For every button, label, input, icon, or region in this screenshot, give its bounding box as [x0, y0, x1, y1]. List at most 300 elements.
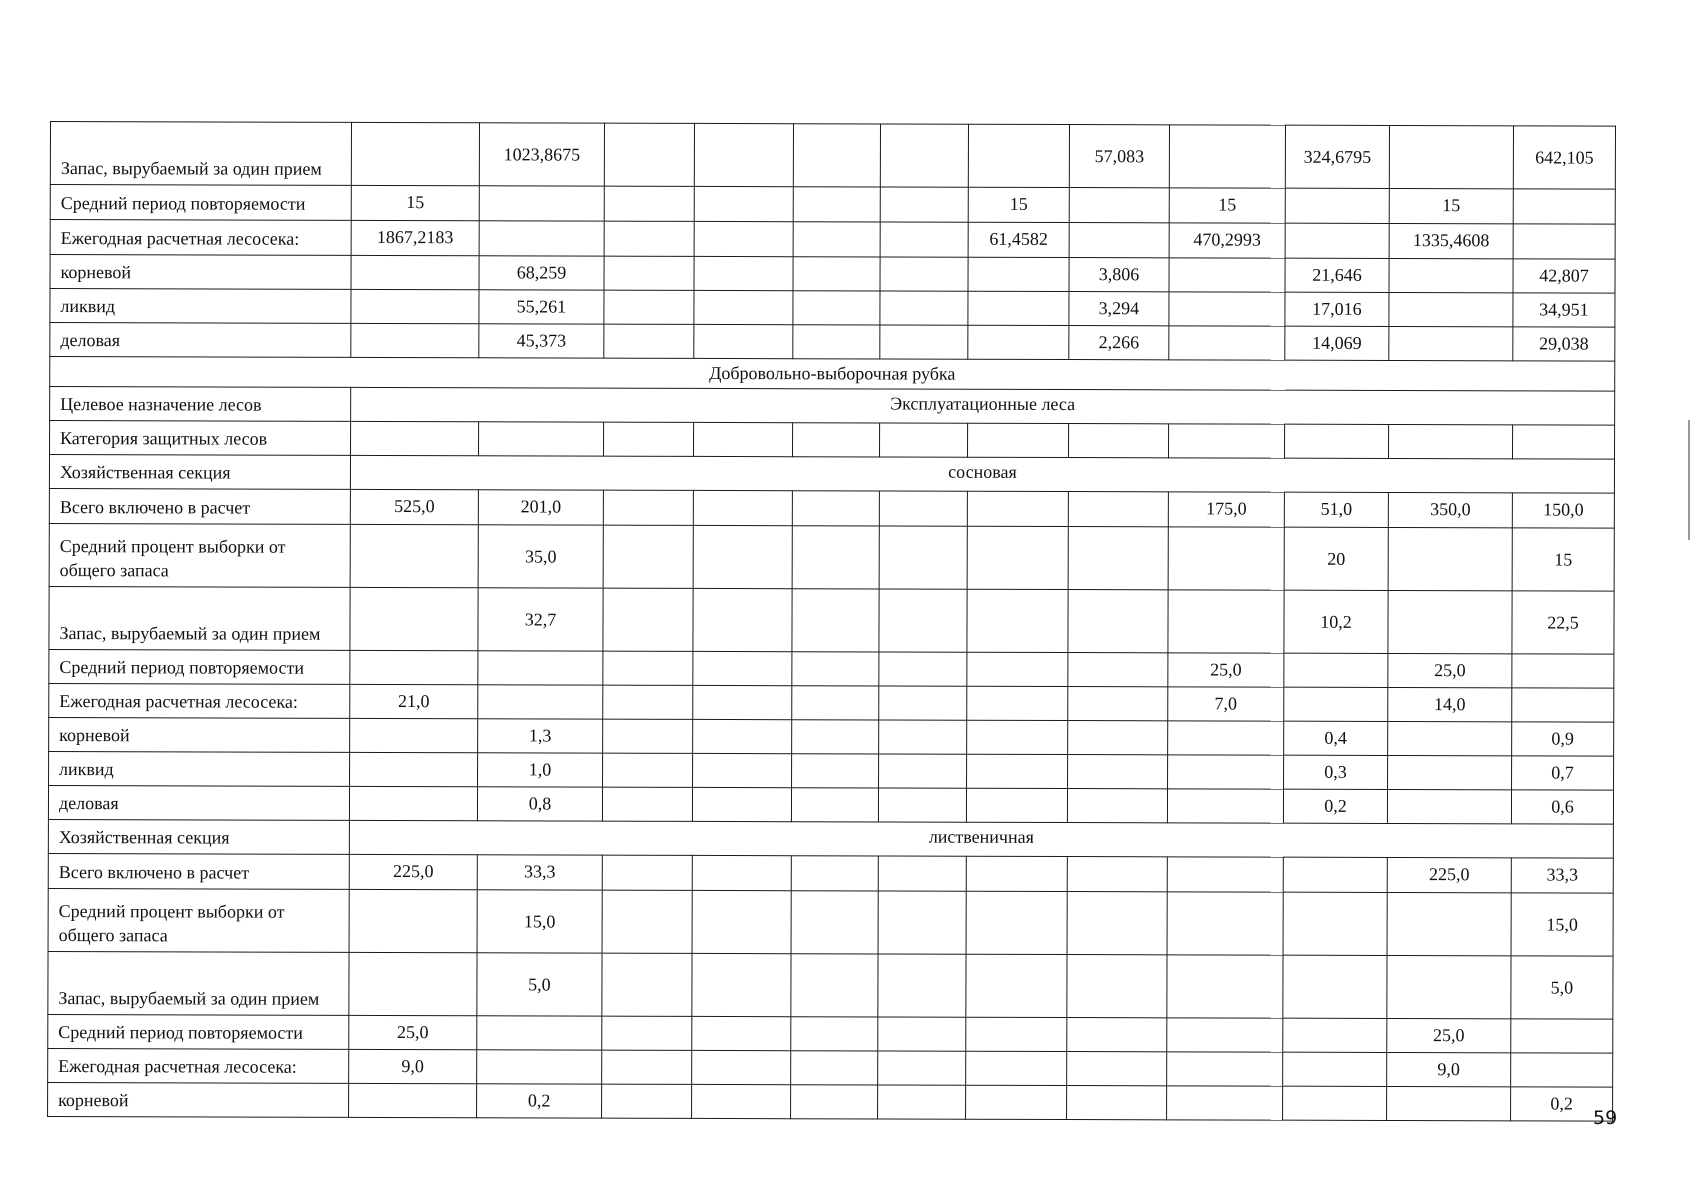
- value-cell: [879, 652, 967, 686]
- value-cell: 0,6: [1511, 790, 1613, 824]
- value-cell: 32,7: [478, 588, 603, 651]
- value-cell: [603, 685, 693, 719]
- value-cell: [793, 423, 880, 457]
- value-cell: [793, 187, 880, 222]
- value-cell: [1283, 857, 1387, 892]
- value-cell: [603, 525, 693, 588]
- value-cell: [1389, 258, 1513, 292]
- value-cell: [1169, 326, 1285, 360]
- scan-edge-mark: [1688, 420, 1690, 540]
- value-cell: [350, 587, 478, 650]
- value-cell: [602, 890, 692, 953]
- value-cell: [793, 257, 880, 291]
- value-cell: [1388, 721, 1512, 755]
- row-label: Запас, вырубаемый за один прием: [50, 122, 351, 186]
- value-cell: [791, 788, 878, 822]
- value-cell: [1283, 1018, 1387, 1052]
- value-cell: 25,0: [1168, 653, 1284, 687]
- value-cell: [349, 1083, 477, 1117]
- value-cell: [1388, 755, 1512, 789]
- value-cell: 15: [1389, 188, 1513, 223]
- value-cell: [604, 123, 694, 186]
- span-value: лиственичная: [349, 820, 1613, 858]
- value-cell: [793, 325, 880, 359]
- value-cell: [792, 754, 879, 788]
- value-cell: 10,2: [1284, 590, 1388, 653]
- value-cell: [1283, 892, 1387, 955]
- table-row: [49, 523, 1614, 591]
- value-cell: [1167, 1018, 1283, 1052]
- value-cell: [792, 652, 879, 686]
- value-cell: [351, 255, 479, 289]
- category-row: [50, 421, 1615, 460]
- value-cell: [1069, 188, 1169, 223]
- value-cell: [1167, 892, 1283, 955]
- value-cell: 14,069: [1285, 326, 1389, 360]
- value-cell: 0,2: [1283, 789, 1387, 823]
- value-cell: [603, 490, 693, 525]
- value-cell: 0,2: [1511, 1087, 1613, 1121]
- value-cell: [694, 324, 793, 358]
- value-cell: [602, 787, 692, 821]
- value-cell: [967, 652, 1068, 686]
- value-cell: 68,259: [479, 256, 604, 290]
- value-cell: [1068, 590, 1168, 653]
- value-cell: [1069, 223, 1169, 258]
- value-cell: [880, 325, 968, 359]
- value-cell: [1168, 527, 1284, 590]
- value-cell: [791, 891, 878, 954]
- value-cell: [968, 325, 1069, 359]
- value-cell: 5,0: [1511, 956, 1613, 1019]
- value-cell: [479, 186, 604, 221]
- value-cell: [351, 289, 479, 323]
- page-number: 59: [1593, 1107, 1618, 1129]
- section-header-row: [48, 819, 1613, 858]
- value-cell: 350,0: [1388, 492, 1512, 527]
- row-label: деловая: [48, 785, 349, 820]
- value-cell: 25,0: [1387, 1018, 1511, 1052]
- value-cell: [879, 754, 967, 788]
- value-cell: [692, 1084, 791, 1118]
- value-cell: [1285, 188, 1389, 223]
- value-cell: [479, 422, 604, 456]
- value-cell: [878, 1051, 966, 1085]
- row-label: деловая: [50, 323, 351, 358]
- table-row: [48, 1014, 1613, 1053]
- value-cell: [477, 1016, 602, 1050]
- table-row: [48, 888, 1613, 956]
- value-cell: [692, 1050, 791, 1084]
- value-cell: [1285, 424, 1389, 458]
- value-cell: [351, 421, 479, 455]
- value-cell: 55,261: [479, 290, 604, 324]
- value-cell: 3,806: [1069, 258, 1169, 292]
- value-cell: [693, 490, 792, 525]
- value-cell: [692, 1016, 791, 1050]
- value-cell: 1023,8675: [479, 123, 604, 186]
- purpose-row: [50, 387, 1615, 426]
- value-cell: [878, 1085, 966, 1119]
- allowable-cut-table: [47, 121, 1616, 1122]
- value-cell: [1068, 721, 1168, 755]
- value-cell: [351, 122, 479, 185]
- value-cell: 201,0: [478, 490, 603, 525]
- value-cell: [1389, 125, 1513, 188]
- value-cell: [1067, 1052, 1167, 1086]
- value-cell: [603, 588, 693, 651]
- value-cell: [880, 124, 968, 187]
- value-cell: [968, 423, 1069, 457]
- value-cell: [1069, 424, 1169, 458]
- table-row: [50, 255, 1615, 294]
- value-cell: [602, 953, 692, 1016]
- value-cell: [694, 186, 793, 221]
- value-cell: 225,0: [349, 854, 477, 889]
- value-cell: 34,951: [1513, 293, 1615, 327]
- value-cell: 1,0: [478, 753, 603, 787]
- value-cell: [880, 291, 968, 325]
- value-cell: [966, 891, 1067, 954]
- table-row: [48, 1082, 1613, 1121]
- value-cell: [792, 526, 879, 589]
- value-cell: 0,9: [1512, 722, 1614, 756]
- value-cell: [879, 526, 967, 589]
- value-cell: [967, 589, 1068, 652]
- value-cell: [477, 1050, 602, 1084]
- value-cell: [602, 1050, 692, 1084]
- table-row: [49, 586, 1614, 654]
- value-cell: [1068, 527, 1168, 590]
- value-cell: 225,0: [1387, 857, 1511, 892]
- value-cell: [1168, 590, 1284, 653]
- value-cell: 0,8: [477, 787, 602, 821]
- value-cell: [693, 651, 792, 685]
- value-cell: 25,0: [1388, 653, 1512, 687]
- value-cell: 9,0: [1387, 1052, 1511, 1086]
- value-cell: [1285, 223, 1389, 258]
- row-label: корневой: [48, 1082, 349, 1117]
- value-cell: [1167, 1086, 1283, 1120]
- table-body: [48, 122, 1616, 1122]
- span-value: Эксплуатационные леса: [351, 387, 1615, 425]
- value-cell: [1067, 1086, 1167, 1120]
- row-label: Всего включено в расчет: [49, 488, 350, 524]
- value-cell: [1512, 654, 1614, 688]
- value-cell: 42,807: [1513, 259, 1615, 293]
- value-cell: [966, 954, 1067, 1017]
- value-cell: [791, 1051, 878, 1085]
- row-label: Средний период повторяемости: [50, 185, 351, 221]
- section-title-row: [50, 357, 1615, 392]
- value-cell: [1067, 789, 1167, 823]
- value-cell: [1389, 326, 1513, 360]
- value-cell: [792, 686, 879, 720]
- value-cell: [602, 1016, 692, 1050]
- value-cell: [791, 954, 878, 1017]
- row-label: корневой: [50, 255, 351, 290]
- value-cell: [1167, 955, 1283, 1018]
- value-cell: [967, 754, 1068, 788]
- value-cell: [1388, 527, 1512, 590]
- table-row: [48, 1048, 1613, 1087]
- value-cell: [878, 788, 966, 822]
- row-label: Средний период повторяемости: [48, 1014, 349, 1049]
- value-cell: [349, 786, 477, 820]
- row-label: Средний процент выборки от общего запаса: [48, 888, 349, 952]
- row-label: Хозяйственная секция: [48, 819, 349, 854]
- value-cell: [350, 650, 478, 684]
- value-cell: [692, 855, 791, 890]
- row-label: Категория защитных лесов: [50, 421, 351, 456]
- value-cell: [350, 718, 478, 752]
- value-cell: [1167, 857, 1283, 892]
- value-cell: [1387, 1086, 1511, 1120]
- value-cell: [602, 855, 692, 890]
- value-cell: [1167, 789, 1283, 823]
- value-cell: 14,0: [1388, 687, 1512, 721]
- value-cell: 7,0: [1168, 687, 1284, 721]
- value-cell: [1283, 1052, 1387, 1086]
- row-label: ликвид: [49, 751, 350, 786]
- value-cell: [1513, 189, 1615, 224]
- value-cell: 642,105: [1513, 126, 1615, 189]
- value-cell: [604, 221, 694, 256]
- value-cell: 0,2: [477, 1084, 602, 1118]
- value-cell: 2,266: [1069, 326, 1169, 360]
- table-row: [49, 717, 1614, 756]
- value-cell: 45,373: [479, 324, 604, 358]
- value-cell: [791, 1085, 878, 1119]
- value-cell: [603, 651, 693, 685]
- value-cell: [879, 491, 967, 526]
- value-cell: [478, 651, 603, 685]
- value-cell: [1388, 590, 1512, 653]
- value-cell: [692, 787, 791, 821]
- value-cell: [792, 720, 879, 754]
- value-cell: [1067, 1018, 1167, 1052]
- value-cell: [478, 685, 603, 719]
- value-cell: 5,0: [477, 953, 602, 1016]
- value-cell: [791, 856, 878, 891]
- table-row: [48, 785, 1613, 824]
- value-cell: [692, 953, 791, 1016]
- value-cell: [880, 187, 968, 222]
- value-cell: [692, 890, 791, 953]
- value-cell: [880, 423, 968, 457]
- value-cell: 470,2993: [1169, 223, 1285, 258]
- value-cell: [603, 719, 693, 753]
- value-cell: 57,083: [1069, 125, 1169, 188]
- value-cell: [968, 124, 1069, 187]
- value-cell: [967, 720, 1068, 754]
- value-cell: 15,0: [477, 890, 602, 953]
- value-cell: 175,0: [1168, 492, 1284, 527]
- value-cell: [1513, 425, 1615, 459]
- value-cell: 17,016: [1285, 292, 1389, 326]
- value-cell: 21,646: [1285, 258, 1389, 292]
- value-cell: [1168, 721, 1284, 755]
- section-title: Добровольно-выборочная рубка: [50, 357, 1615, 392]
- row-label: Ежегодная расчетная лесосека:: [49, 683, 350, 718]
- value-cell: [1068, 492, 1168, 527]
- value-cell: [1512, 688, 1614, 722]
- value-cell: [693, 525, 792, 588]
- value-cell: [966, 1051, 1067, 1085]
- value-cell: [967, 686, 1068, 720]
- value-cell: [879, 686, 967, 720]
- row-label: Средний процент выборки от общего запаса: [49, 523, 350, 587]
- value-cell: [966, 1017, 1067, 1051]
- value-cell: [350, 752, 478, 786]
- value-cell: [1283, 955, 1387, 1018]
- value-cell: [1169, 292, 1285, 326]
- value-cell: [1169, 258, 1285, 292]
- value-cell: [1169, 125, 1285, 188]
- table-row: [49, 751, 1614, 790]
- row-label: Средний период повторяемости: [49, 649, 350, 684]
- value-cell: [602, 1084, 692, 1118]
- value-cell: 33,3: [477, 855, 602, 890]
- value-cell: [966, 856, 1067, 891]
- value-cell: [1169, 424, 1285, 458]
- value-cell: 51,0: [1284, 492, 1388, 527]
- value-cell: [1389, 424, 1513, 458]
- value-cell: 15: [1512, 528, 1614, 591]
- value-cell: [880, 257, 968, 291]
- table-row: [50, 323, 1615, 362]
- value-cell: [1067, 955, 1167, 1018]
- value-cell: [1067, 892, 1167, 955]
- value-cell: 35,0: [478, 525, 603, 588]
- table-row: [50, 289, 1615, 328]
- value-cell: 0,7: [1512, 756, 1614, 790]
- row-label: Ежегодная расчетная лесосека:: [48, 1048, 349, 1083]
- value-cell: 3,294: [1069, 292, 1169, 326]
- value-cell: [604, 256, 694, 290]
- value-cell: [694, 256, 793, 290]
- value-cell: [791, 1017, 878, 1051]
- row-label: Ежегодная расчетная лесосека:: [50, 220, 351, 256]
- value-cell: [693, 588, 792, 651]
- value-cell: [1068, 755, 1168, 789]
- value-cell: [968, 257, 1069, 291]
- value-cell: [693, 685, 792, 719]
- row-label: Хозяйственная секция: [49, 455, 350, 490]
- value-cell: 150,0: [1512, 493, 1614, 528]
- value-cell: 15: [351, 185, 479, 220]
- value-cell: [694, 290, 793, 324]
- value-cell: 20: [1284, 527, 1388, 590]
- value-cell: [966, 1085, 1067, 1119]
- value-cell: [479, 221, 604, 256]
- value-cell: [604, 324, 694, 358]
- row-label: Целевое назначение лесов: [50, 387, 351, 422]
- value-cell: [793, 124, 880, 187]
- value-cell: [966, 788, 1067, 822]
- value-cell: 15: [1169, 188, 1285, 223]
- value-cell: [604, 290, 694, 324]
- value-cell: [693, 753, 792, 787]
- value-cell: 0,4: [1284, 721, 1388, 755]
- table-row: [48, 853, 1613, 893]
- value-cell: [1511, 1053, 1613, 1087]
- table-row: [50, 185, 1615, 225]
- value-cell: [1167, 1052, 1283, 1086]
- value-cell: [1387, 789, 1511, 823]
- value-cell: [351, 323, 479, 357]
- value-cell: [1387, 955, 1511, 1018]
- row-label: Запас, вырубаемый за один прием: [49, 586, 350, 650]
- value-cell: [1387, 892, 1511, 955]
- value-cell: [968, 291, 1069, 325]
- value-cell: 1335,4608: [1389, 223, 1513, 258]
- value-cell: [1067, 857, 1167, 892]
- value-cell: [1068, 653, 1168, 687]
- value-cell: [1389, 292, 1513, 326]
- row-label: Всего включено в расчет: [48, 853, 349, 889]
- value-cell: [880, 222, 968, 257]
- table-row: [50, 220, 1615, 260]
- value-cell: [1513, 224, 1615, 259]
- value-cell: [878, 1017, 966, 1051]
- span-value: сосновая: [350, 455, 1614, 493]
- value-cell: 525,0: [350, 489, 478, 524]
- value-cell: [694, 422, 793, 456]
- value-cell: 21,0: [350, 684, 478, 718]
- value-cell: [879, 589, 967, 652]
- value-cell: [793, 291, 880, 325]
- value-cell: [967, 491, 1068, 526]
- value-cell: 324,6795: [1285, 125, 1389, 188]
- table-row: [49, 683, 1614, 722]
- value-cell: [603, 753, 693, 787]
- value-cell: [694, 123, 793, 186]
- value-cell: 9,0: [349, 1049, 477, 1083]
- value-cell: [1283, 1086, 1387, 1120]
- value-cell: 22,5: [1512, 591, 1614, 654]
- value-cell: 33,3: [1511, 858, 1613, 893]
- document-page: [50, 121, 1615, 1117]
- value-cell: [967, 526, 1068, 589]
- value-cell: [349, 889, 477, 952]
- value-cell: 29,038: [1513, 327, 1615, 361]
- value-cell: 15,0: [1511, 893, 1613, 956]
- table-row: [50, 122, 1615, 190]
- row-label: ликвид: [50, 289, 351, 324]
- value-cell: [1284, 653, 1388, 687]
- value-cell: [349, 952, 477, 1015]
- value-cell: [694, 221, 793, 256]
- value-cell: [792, 491, 879, 526]
- value-cell: 15: [968, 187, 1069, 222]
- value-cell: [793, 222, 880, 257]
- value-cell: [1284, 687, 1388, 721]
- value-cell: [878, 856, 966, 891]
- value-cell: 1,3: [478, 719, 603, 753]
- table-row: [49, 649, 1614, 688]
- value-cell: [604, 186, 694, 221]
- value-cell: 1867,2183: [351, 220, 479, 255]
- row-label: корневой: [49, 717, 350, 752]
- value-cell: [350, 524, 478, 587]
- value-cell: 61,4582: [968, 222, 1069, 257]
- table-row: [49, 488, 1614, 528]
- value-cell: [879, 720, 967, 754]
- value-cell: [1068, 687, 1168, 721]
- value-cell: [693, 719, 792, 753]
- value-cell: [792, 589, 879, 652]
